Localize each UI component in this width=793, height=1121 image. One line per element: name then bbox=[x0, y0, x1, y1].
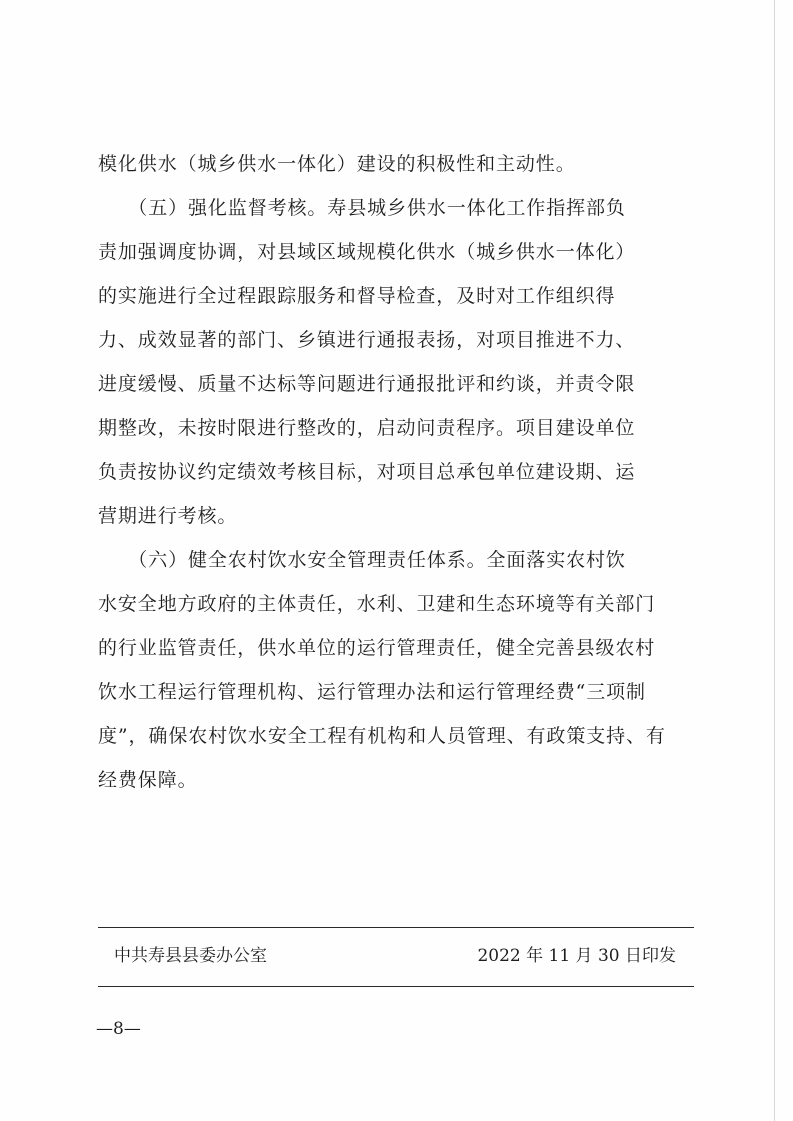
document-body bbox=[98, 142, 692, 802]
body-line-7: 期整改，未按时限进行整改的，启动问责程序。项目建设单位 bbox=[98, 417, 636, 439]
body-line-4: 的实施进行全过程跟踪服务和督导检查，及时对工作组织得 bbox=[98, 285, 616, 307]
body-line-13: 饮水工程运行管理机构、运行管理办法和运行管理经费“三项制 bbox=[98, 681, 646, 703]
scan-edge-line bbox=[774, 0, 775, 1121]
body-line-11: 水安全地方政府的主体责任，水利、卫建和生态环境等有关部门 bbox=[98, 593, 656, 615]
body-line-2: （五）强化监督考核。寿县城乡供水一体化工作指挥部负 bbox=[98, 197, 626, 219]
body-line-8: 负责按协议约定绩效考核目标，对项目总承包单位建设期、运 bbox=[98, 461, 636, 483]
print-info-footer bbox=[98, 927, 694, 987]
body-line-1: 模化供水（城乡供水一体化）建设的积极性和主动性。 bbox=[98, 153, 576, 175]
body-line-3: 责加强调度协调，对县域区域规模化供水（城乡供水一体化） bbox=[98, 241, 636, 263]
issuer-name: 中共寿县县委办公室 bbox=[114, 946, 267, 966]
body-line-12: 的行业监管责任，供水单位的运行管理责任，健全完善县级农村 bbox=[98, 637, 656, 659]
body-line-5: 力、成效显著的部门、乡镇进行通报表扬，对项目推进不力、 bbox=[98, 329, 636, 351]
body-line-6: 进度缓慢、质量不达标等问题进行通报批评和约谈，并责令限 bbox=[98, 373, 636, 395]
print-date: 2022 年 11 月 30 日印发 bbox=[477, 946, 676, 966]
body-line-9: 营期进行考核。 bbox=[98, 505, 238, 527]
body-line-10: （六）健全农村饮水安全管理责任体系。全面落实农村饮 bbox=[98, 549, 626, 571]
body-line-14: 度”，确保农村饮水安全工程有机构和人员管理、有政策支持、有 bbox=[98, 725, 666, 747]
body-line-15: 经费保障。 bbox=[98, 769, 198, 791]
page-number: —8— bbox=[96, 1019, 141, 1039]
